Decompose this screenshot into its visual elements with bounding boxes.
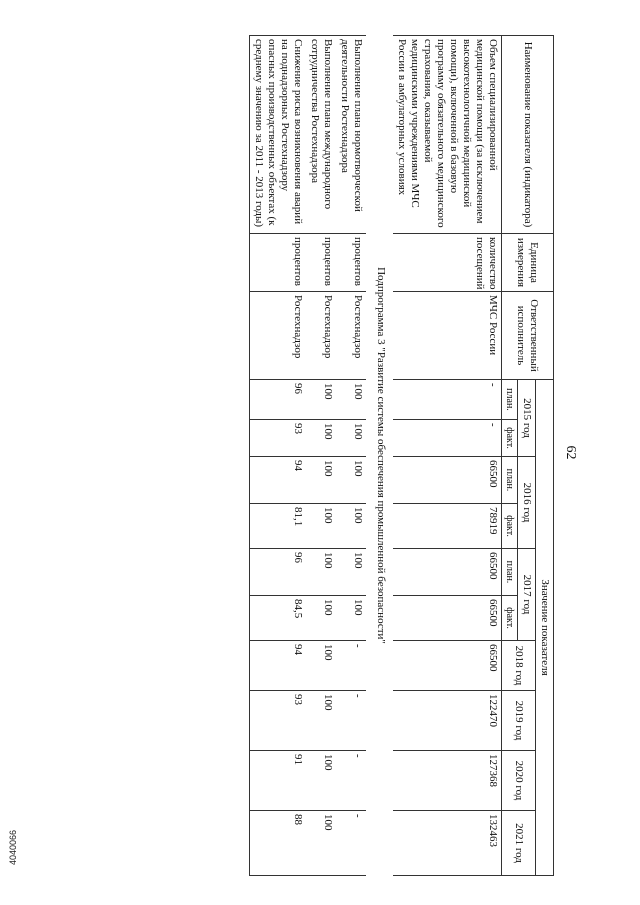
value-2021: - <box>336 811 366 876</box>
indicator-name: Снижение риска возникновения аварий на поднадзорных Ростехнадзору опасных производственных объектах (к среднему значению за 2011 - 2013 годы) <box>250 36 307 234</box>
value-2017-plan: 96 <box>250 549 307 596</box>
value-2015-plan: - <box>393 380 502 420</box>
value-2019: 122470 <box>393 691 502 751</box>
header-plan-2015: план. <box>502 380 518 420</box>
header-name: Наименование показателя (индикатора) <box>502 36 554 234</box>
value-2017-plan: 100 <box>336 549 366 596</box>
page-number: 62 <box>563 445 578 460</box>
indicator-responsible: Ростехнадзор <box>250 292 307 380</box>
subprogram-row <box>366 36 393 876</box>
value-2021: 132463 <box>393 811 502 876</box>
value-2021: 100 <box>306 811 336 876</box>
subprogram-title: Подпрограмма 3 "Развитие системы обеспечения промышленной безопасности" <box>375 267 387 644</box>
value-2015-plan: 100 <box>336 380 366 420</box>
value-2020: 91 <box>250 751 307 811</box>
header-2018: 2018 год <box>502 641 536 691</box>
value-2016-fact: 78919 <box>393 504 502 549</box>
value-2017-plan: 100 <box>306 549 336 596</box>
value-2015-fact: 100 <box>336 420 366 457</box>
value-2015-plan: 96 <box>250 380 307 420</box>
header-plan-2016: план. <box>502 457 518 504</box>
value-2017-plan: 66500 <box>393 549 502 596</box>
table-row <box>306 36 336 876</box>
value-2015-fact: 100 <box>306 420 336 457</box>
indicator-responsible: Ростехнадзор <box>306 292 336 380</box>
value-2018: 100 <box>306 641 336 691</box>
value-2016-fact: 81,1 <box>250 504 307 549</box>
value-2020: 127368 <box>393 751 502 811</box>
header-2016: 2016 год <box>518 457 536 549</box>
value-2018: 94 <box>250 641 307 691</box>
value-2016-fact: 100 <box>306 504 336 549</box>
value-2019: - <box>336 691 366 751</box>
value-2017-fact: 66500 <box>393 596 502 641</box>
value-2017-fact: 100 <box>336 596 366 641</box>
header-fact-2016: факт. <box>502 504 518 549</box>
indicator-unit: процентов <box>336 234 366 292</box>
value-2016-fact: 100 <box>336 504 366 549</box>
table-row <box>250 36 307 876</box>
header-responsible: Ответственный исполнитель <box>502 292 554 380</box>
header-fact-2015: факт. <box>502 420 518 457</box>
indicator-name: Объем специализированной медицинской помощи (за исключением высокотехнологичной медицинской помощи), включенной в базовую программу обязательного медицинского страхования, оказываемой медицинскими учреждениями МЧС России в амбулаторных условиях <box>393 36 502 234</box>
value-2015-plan: 100 <box>306 380 336 420</box>
indicator-unit: процентов <box>250 234 307 292</box>
value-2018: 66500 <box>393 641 502 691</box>
table-row <box>393 36 502 876</box>
value-2017-fact: 84,5 <box>250 596 307 641</box>
header-plan-2017: план. <box>502 549 518 596</box>
header-2021: 2021 год <box>502 811 536 876</box>
indicator-responsible: МЧС России <box>393 292 502 380</box>
value-2015-fact: 93 <box>250 420 307 457</box>
value-2017-fact: 100 <box>306 596 336 641</box>
header-2019: 2019 год <box>502 691 536 751</box>
value-2020: - <box>336 751 366 811</box>
value-2020: 100 <box>306 751 336 811</box>
document-stamp: 4040066 <box>8 829 18 865</box>
value-2019: 100 <box>306 691 336 751</box>
value-2019: 93 <box>250 691 307 751</box>
indicator-name: Выполнение плана международного сотрудничества Ростехнадзора <box>306 36 336 234</box>
header-value-group: Значение показателя <box>536 380 554 876</box>
indicator-unit: количество посещений <box>393 234 502 292</box>
indicator-responsible: Ростехнадзор <box>336 292 366 380</box>
value-2018: - <box>336 641 366 691</box>
header-2017: 2017 год <box>518 549 536 641</box>
value-2016-plan: 94 <box>250 457 307 504</box>
table-row <box>336 36 366 876</box>
header-unit: Единица измерения <box>502 234 554 292</box>
value-2016-plan: 100 <box>306 457 336 504</box>
value-2015-fact: - <box>393 420 502 457</box>
indicator-table <box>249 35 554 876</box>
value-2016-plan: 100 <box>336 457 366 504</box>
indicator-unit: процентов <box>306 234 336 292</box>
header-2015: 2015 год <box>518 380 536 457</box>
header-2020: 2020 год <box>502 751 536 811</box>
value-2016-plan: 66500 <box>393 457 502 504</box>
indicator-name: Выполнение плана нормотворческой деятельности Ростехнадзора <box>336 36 366 234</box>
value-2021: 88 <box>250 811 307 876</box>
header-fact-2017: факт. <box>502 596 518 641</box>
